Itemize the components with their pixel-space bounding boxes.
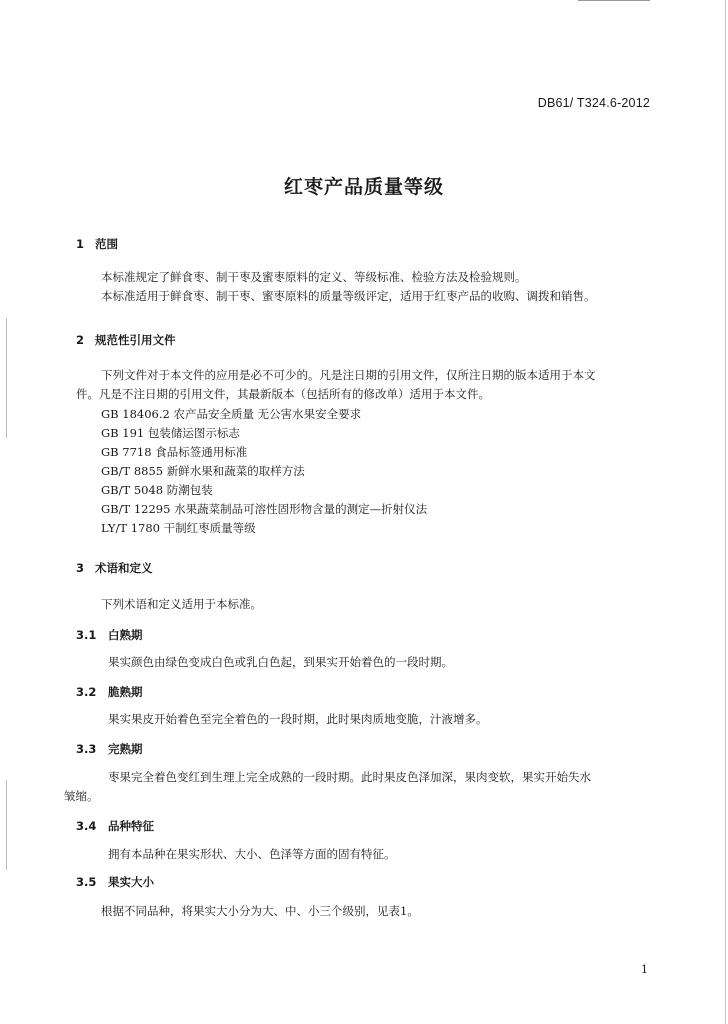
- document-title: 红枣产品质量等级: [283, 176, 444, 198]
- scan-border-top: [578, 0, 650, 1]
- section-title: 规范性引用文件: [95, 333, 176, 347]
- section-number: 2: [76, 333, 85, 347]
- scan-edge-mark: [6, 318, 7, 438]
- reference-item: GB/T 8855 新鲜水果和蔬菜的取样方法: [101, 464, 305, 478]
- term-definition: 根据不同品种，将果实大小分为大、中、小三个级别，见表1。: [101, 904, 419, 918]
- page-number: 1: [641, 963, 648, 976]
- paragraph: 本标准适用于鲜食枣、制干枣、蜜枣原料的质量等级评定，适用于红枣产品的收购、调拨和销售。: [101, 289, 596, 303]
- reference-item: GB 18406.2 农产品安全质量 无公害水果安全要求: [101, 407, 362, 421]
- subsection-heading: [76, 818, 154, 834]
- subsection-heading: [76, 684, 143, 700]
- term-name: 品种特征: [108, 819, 154, 833]
- paragraph: 下列文件对于本文件的应用是必不可少的。凡是注日期的引用文件，仅所注日期的版本适用于本文: [101, 368, 596, 382]
- reference-item: GB/T 12295 水果蔬菜制品可溶性固形物含量的测定—折射仪法: [101, 502, 428, 516]
- term-definition: 拥有本品种在果实形状、大小、色泽等方面的固有特征。: [108, 847, 396, 861]
- term-definition: 果实果皮开始着色至完全着色的一段时期，此时果肉质地变脆，汁液增多。: [108, 712, 488, 726]
- term-name: 脆熟期: [108, 685, 143, 699]
- subsection-number: 3.1: [76, 628, 97, 642]
- subsection-heading: [76, 627, 143, 643]
- reference-item: LY/T 1780 干制红枣质量等级: [101, 521, 256, 535]
- section-heading: [76, 560, 153, 576]
- term-name: 白熟期: [108, 628, 143, 642]
- section-title: 术语和定义: [95, 561, 153, 575]
- paragraph: 件。凡是不注日期的引用文件，其最新版本（包括所有的修改单）适用于本文件。: [76, 387, 490, 401]
- subsection-number: 3.3: [76, 742, 97, 756]
- standard-code: DB61/ T324.6-2012: [537, 96, 650, 110]
- term-name: 果实大小: [108, 875, 154, 889]
- term-name: 完熟期: [108, 742, 143, 756]
- section-title: 范围: [95, 237, 118, 251]
- paragraph: 下列术语和定义适用于本标准。: [101, 597, 262, 611]
- section-number: 3: [76, 561, 85, 575]
- reference-item: GB 191 包装储运图示标志: [101, 426, 240, 440]
- reference-item: GB/T 5048 防潮包装: [101, 483, 213, 497]
- scan-edge-mark: [6, 780, 7, 870]
- subsection-heading: [76, 741, 143, 757]
- scan-border-right: [725, 0, 726, 1024]
- subsection-number: 3.4: [76, 819, 97, 833]
- term-definition: 皱缩。: [64, 789, 99, 803]
- section-heading: [76, 332, 176, 348]
- term-definition: 枣果完全着色变红到生理上完全成熟的一段时期。此时果皮色泽加深，果肉变软，果实开始失水: [108, 770, 591, 784]
- section-heading: [76, 236, 118, 252]
- reference-item: GB 7718 食品标签通用标准: [101, 445, 248, 459]
- subsection-number: 3.2: [76, 685, 97, 699]
- subsection-number: 3.5: [76, 875, 97, 889]
- section-number: 1: [76, 237, 85, 251]
- paragraph: 本标准规定了鲜食枣、制干枣及蜜枣原料的定义、等级标准、检验方法及检验规则。: [101, 270, 527, 284]
- term-definition: 果实颜色由绿色变成白色或乳白色起，到果实开始着色的一段时期。: [108, 655, 453, 669]
- subsection-heading: [76, 874, 154, 890]
